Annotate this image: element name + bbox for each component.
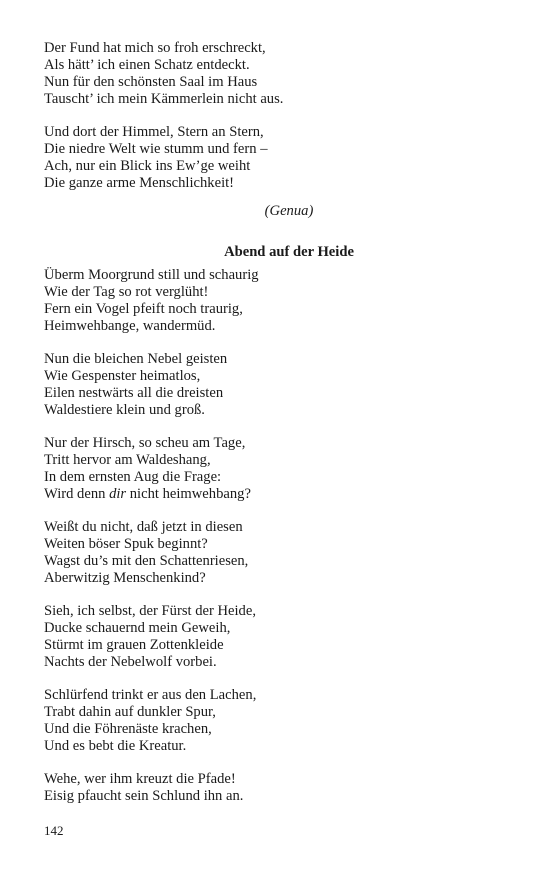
verse-line: Tritt hervor am Waldeshang, (44, 452, 211, 468)
verse-text: Wird denn (44, 486, 110, 502)
verse-line: Nur der Hirsch, so scheu am Tage, (44, 435, 246, 451)
poem2-stanza-7 (44, 771, 514, 805)
verse-line: Waldestiere klein und groß. (44, 402, 205, 418)
page-number: 142 (44, 823, 64, 838)
verse-line: Fern ein Vogel pfeift noch traurig, (44, 301, 243, 317)
stanza-gap (44, 335, 514, 351)
verse-line: Und dort der Himmel, Stern an Stern, (44, 124, 264, 140)
verse-line-emphasis (44, 486, 514, 503)
poem1-stanza-1 (44, 40, 514, 108)
verse-line: Die ganze arme Menschlichkeit! (44, 175, 235, 191)
verse-line: Wie der Tag so rot verglüht! (44, 284, 209, 300)
poem1-stanza-2 (44, 124, 514, 192)
emphasized-word: dir (109, 486, 127, 502)
verse-line: Wehe, wer ihm kreuzt die Pfade! (44, 771, 236, 787)
poem2-stanza-4 (44, 519, 514, 587)
verse-line: Stürmt im grauen Zottenkleide (44, 637, 224, 653)
verse-line: Eisig pfaucht sein Schlund ihn an. (44, 788, 244, 804)
verse-line: Wie Gespenster heimatlos, (44, 368, 201, 384)
verse-line: Ach, nur ein Blick ins Ew’ge weiht (44, 158, 251, 174)
stanza-gap (44, 587, 514, 603)
poem1-place: (Genua) (264, 203, 314, 219)
verse-line: Die niedre Welt wie stumm und fern – (44, 141, 268, 157)
verse-line: Der Fund hat mich so froh erschreckt, (44, 40, 266, 56)
verse-line: Weiten böser Spuk beginnt? (44, 536, 208, 552)
verse-line: Und die Föhrenäste krachen, (44, 721, 212, 737)
verse-line: In dem ernsten Aug die Frage: (44, 469, 222, 485)
poem2-stanza-3 (44, 435, 514, 503)
verse-line: Weißt du nicht, daß jetzt in diesen (44, 519, 243, 535)
verse-line: Heimwehbange, wandermüd. (44, 318, 216, 334)
stanza-gap (44, 419, 514, 435)
verse-line: Trabt dahin auf dunkler Spur, (44, 704, 216, 720)
verse-line: Tauscht’ ich mein Kämmerlein nicht aus. (44, 91, 284, 107)
poem2-stanza-2 (44, 351, 514, 419)
verse-line: Nun für den schönsten Saal im Haus (44, 74, 258, 90)
verse-line: Nun die bleichen Nebel geisten (44, 351, 228, 367)
poem2-stanza-1 (44, 267, 514, 335)
stanza-gap (44, 503, 514, 519)
poem2-stanza-5 (44, 603, 514, 671)
verse-line: Überm Moorgrund still und schaurig (44, 267, 259, 283)
verse-line: Und es bebt die Kreatur. (44, 738, 187, 754)
stanza-gap (44, 755, 514, 771)
poem-title: Abend auf der Heide (224, 244, 354, 260)
verse-line: Schlürfend trinkt er aus den Lachen, (44, 687, 257, 703)
poem2-stanza-6 (44, 687, 514, 755)
verse-line: Sieh, ich selbst, der Fürst der Heide, (44, 603, 256, 619)
stanza-gap (44, 108, 514, 124)
verse-text: nicht heimwehbang? (126, 486, 251, 502)
verse-line: Als hätt’ ich einen Schatz entdeckt. (44, 57, 250, 73)
stanza-gap (44, 671, 514, 687)
verse-line: Nachts der Nebelwolf vorbei. (44, 654, 217, 670)
verse-line: Eilen nestwärts all die dreisten (44, 385, 224, 401)
verse-line: Ducke schauernd mein Geweih, (44, 620, 231, 636)
verse-line: Wagst du’s mit den Schattenriesen, (44, 553, 249, 569)
verse-line: Aberwitzig Menschenkind? (44, 570, 206, 586)
page-content (44, 40, 514, 805)
